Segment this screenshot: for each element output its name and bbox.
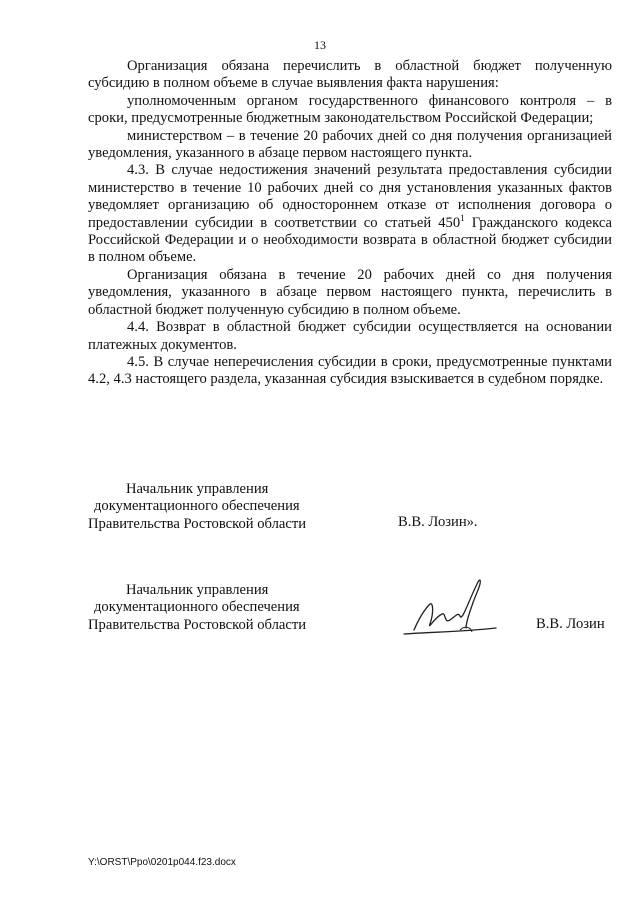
- signature-title-line: документационного обеспечения: [94, 599, 300, 616]
- handwritten-signature: [400, 572, 500, 644]
- signature-block-title: [88, 481, 306, 533]
- paragraph: Организация обязана перечислить в областной бюджет полученную субсидию в полном объеме в случае выявления факта нарушения:: [88, 58, 612, 92]
- paragraph-text: Гражданского кодекса Российской Федерации и о необходимости возврата в областной бюджет субсидии в полном объеме.: [88, 214, 612, 266]
- signature-title-line: Правительства Ростовской области: [88, 616, 307, 633]
- signature-title-line: Правительства Ростовской области: [88, 515, 307, 532]
- paragraph-4-4: 4.4. Возврат в областной бюджет субсидии осуществляется на основании платежных документов.: [88, 319, 612, 353]
- signature-block-title: [88, 582, 306, 634]
- document-body: [88, 58, 612, 389]
- paragraph: министерством – в течение 20 рабочих дней со дня получения организацией уведомления, указанного в абзаце первом настоящего пункта.: [88, 127, 612, 162]
- signature-title-line: Начальник управления: [126, 582, 269, 598]
- paragraph-4-3: [88, 162, 612, 266]
- file-path-footer: Y:\ORST\Ppo\0201p044.f23.docx: [88, 857, 236, 868]
- signatory-name: В.В. Лозин: [536, 616, 605, 632]
- paragraph: Организация обязана в течение 20 рабочих дней со дня получения уведомления, указанного в абзаце первом настоящего пункта, перечислить в областной бюджет полученную субсидию в полном объеме.: [88, 266, 612, 318]
- paragraph-4-5: 4.5. В случае неперечисления субсидии в сроки, предусмотренные пунктами 4.2, 4.3 настоящего раздела, указанная субсидия взыскивается в судебном порядке.: [88, 353, 612, 388]
- signature-title-line: документационного обеспечения: [94, 498, 300, 515]
- superscript: 1: [460, 212, 465, 223]
- paragraph-text: 4.3. В случае недостижения значений результата предоставления субсидии министерство в течение 10 рабочих дней со дня установления указанных фактов уведомляет организацию об одностороннем отказе от исполнения договора о предоставлении субсидии в соответствии со статьей 450: [88, 162, 612, 231]
- signature-title-line: Начальник управления: [126, 481, 269, 497]
- paragraph: уполномоченным органом государственного финансового контроля – в сроки, предусмотренные бюджетным законодательством Российской Федерации;: [88, 92, 612, 127]
- page-number: 13: [314, 38, 326, 52]
- signatory-name: В.В. Лозин».: [398, 514, 478, 530]
